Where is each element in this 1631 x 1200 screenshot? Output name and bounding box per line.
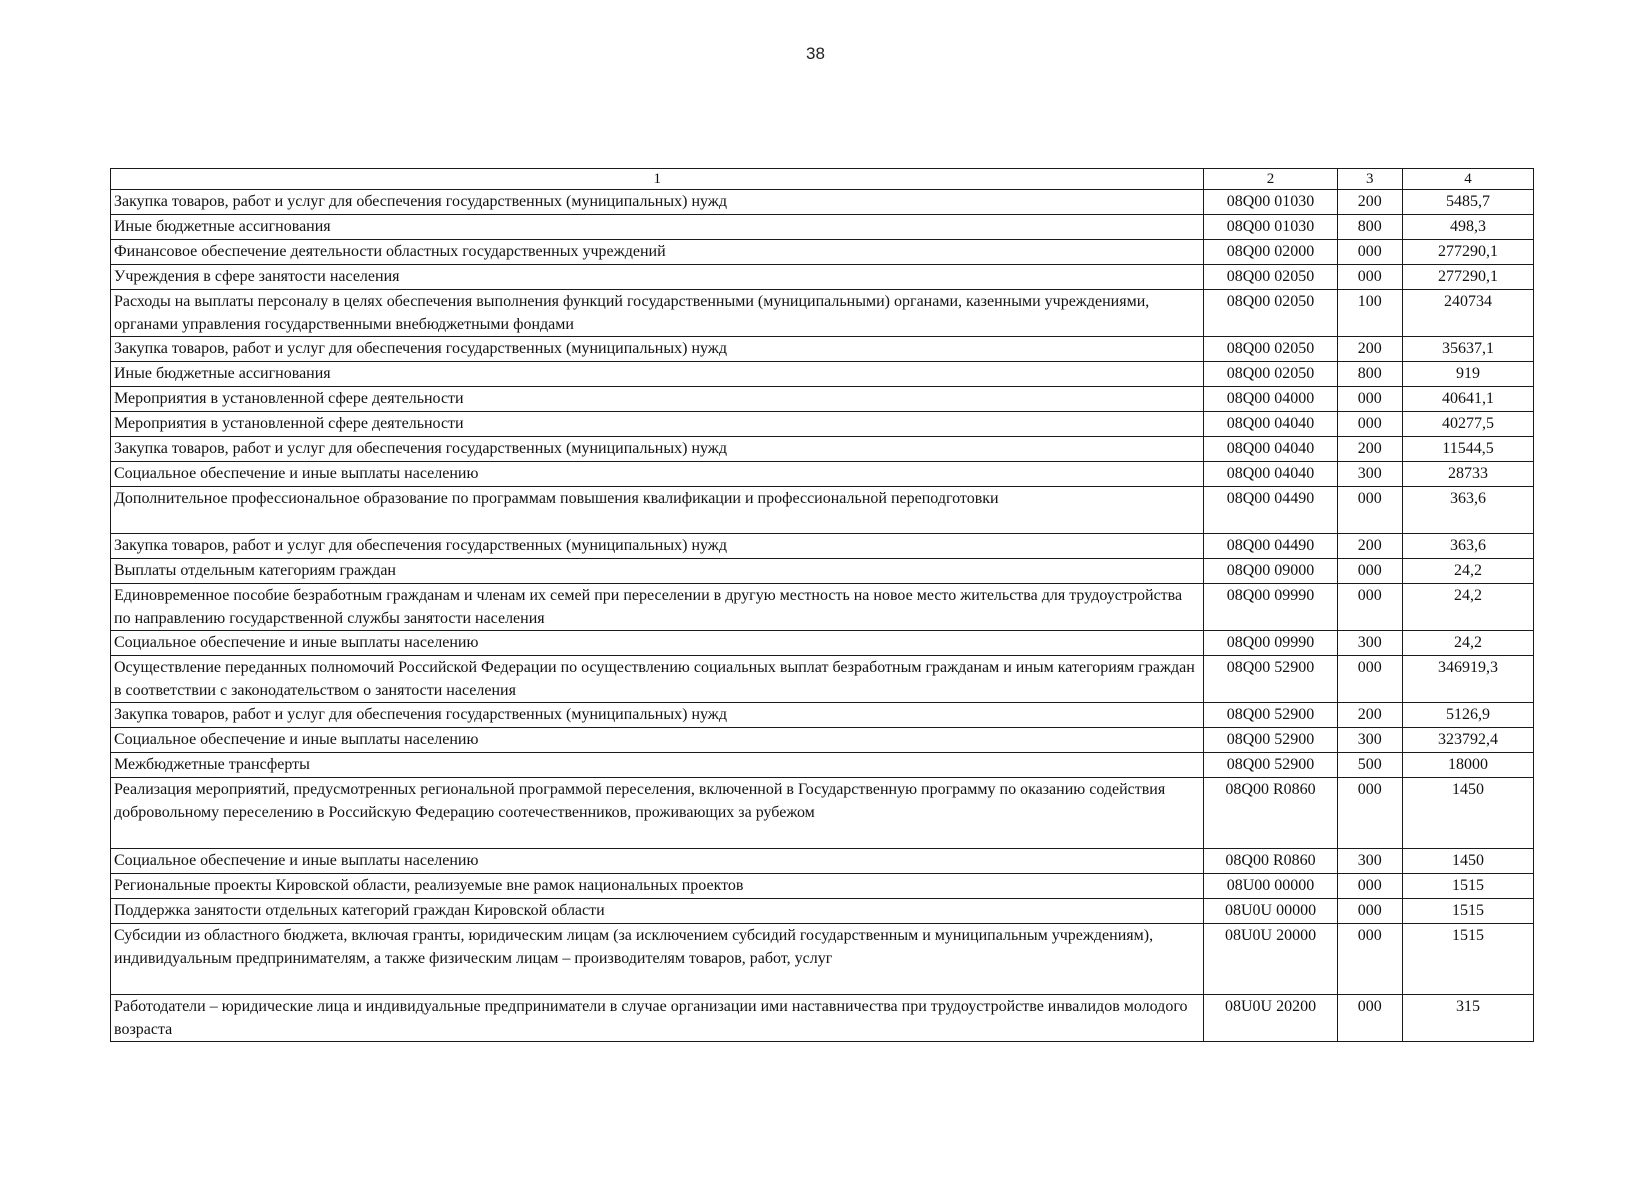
table-row [111,995,1534,1042]
row-name-cell: Социальное обеспечение и иные выплаты населению [111,849,1204,874]
row-code-cell: 08Q00 04490 [1204,487,1337,534]
table-row [111,265,1534,290]
table-row [111,215,1534,240]
table-row [111,337,1534,362]
table-row [111,290,1534,337]
row-amount-cell: 11544,5 [1403,437,1534,462]
row-amount-cell: 277290,1 [1403,265,1534,290]
row-name-cell: Закупка товаров, работ и услуг для обеспечения государственных (муниципальных) нужд [111,337,1204,362]
row-name-cell: Мероприятия в установленной сфере деятельности [111,412,1204,437]
row-code-cell: 08Q00 01030 [1204,190,1337,215]
row-type-cell: 000 [1337,778,1402,849]
row-name-cell: Поддержка занятости отдельных категорий граждан Кировской области [111,899,1204,924]
row-name-cell: Иные бюджетные ассигнования [111,362,1204,387]
row-code-cell: 08Q00 02050 [1204,265,1337,290]
row-code-cell: 08Q00 02050 [1204,337,1337,362]
row-amount-cell: 24,2 [1403,584,1534,631]
row-type-cell: 000 [1337,412,1402,437]
row-name-cell: Закупка товаров, работ и услуг для обеспечения государственных (муниципальных) нужд [111,190,1204,215]
row-type-cell: 000 [1337,899,1402,924]
row-code-cell: 08Q00 09990 [1204,584,1337,631]
row-type-cell: 000 [1337,265,1402,290]
row-amount-cell: 1515 [1403,899,1534,924]
table-row [111,437,1534,462]
row-name-cell: Дополнительное профессиональное образование по программам повышения квалификации и профессиональной переподготовки [111,487,1204,534]
row-code-cell: 08U0U 00000 [1204,899,1337,924]
row-amount-cell: 1450 [1403,849,1534,874]
row-name-cell: Региональные проекты Кировской области, реализуемые вне рамок национальных проектов [111,874,1204,899]
table-row [111,462,1534,487]
row-code-cell: 08Q00 02000 [1204,240,1337,265]
row-type-cell: 000 [1337,995,1402,1042]
row-code-cell: 08Q00 02050 [1204,362,1337,387]
row-code-cell: 08Q00 04040 [1204,412,1337,437]
row-amount-cell: 24,2 [1403,559,1534,584]
row-type-cell: 200 [1337,534,1402,559]
row-name-cell: Субсидии из областного бюджета, включая гранты, юридическим лицам (за исключением субсидий государственным и муниципальным учреждениям), индивидуальным предпринимателям, а также физическим лицам – производителям товаров, работ, услуг [111,924,1204,995]
row-code-cell: 08Q00 R0860 [1204,778,1337,849]
row-name-cell: Закупка товаров, работ и услуг для обеспечения государственных (муниципальных) нужд [111,437,1204,462]
row-code-cell: 08Q00 52900 [1204,728,1337,753]
row-code-cell: 08Q00 09990 [1204,631,1337,656]
row-code-cell: 08Q00 04000 [1204,387,1337,412]
row-code-cell: 08Q00 52900 [1204,753,1337,778]
row-type-cell: 500 [1337,753,1402,778]
row-type-cell: 200 [1337,337,1402,362]
row-code-cell: 08Q00 01030 [1204,215,1337,240]
table-row [111,656,1534,703]
row-type-cell: 800 [1337,362,1402,387]
column-header-2: 2 [1204,169,1337,190]
row-type-cell: 200 [1337,703,1402,728]
column-header-4: 4 [1403,169,1534,190]
table-row [111,703,1534,728]
row-amount-cell: 35637,1 [1403,337,1534,362]
column-header-1: 1 [111,169,1204,190]
row-name-cell: Единовременное пособие безработным гражданам и членам их семей при переселении в другую местность на новое место жительства для трудоустройства по направлению государственной службы занятости населения [111,584,1204,631]
row-type-cell: 000 [1337,487,1402,534]
row-name-cell: Работодатели – юридические лица и индивидуальные предприниматели в случае организации ими наставничества при трудоустройстве инвалидов молодого возраста [111,995,1204,1042]
table-row [111,190,1534,215]
row-type-cell: 300 [1337,728,1402,753]
row-amount-cell: 1515 [1403,874,1534,899]
row-amount-cell: 363,6 [1403,534,1534,559]
row-type-cell: 800 [1337,215,1402,240]
row-code-cell: 08Q00 04040 [1204,462,1337,487]
row-type-cell: 300 [1337,631,1402,656]
table-row [111,753,1534,778]
row-code-cell: 08Q00 52900 [1204,703,1337,728]
row-amount-cell: 5126,9 [1403,703,1534,728]
row-amount-cell: 315 [1403,995,1534,1042]
row-code-cell: 08Q00 09000 [1204,559,1337,584]
row-type-cell: 000 [1337,874,1402,899]
row-name-cell: Иные бюджетные ассигнования [111,215,1204,240]
row-type-cell: 000 [1337,240,1402,265]
table-row [111,559,1534,584]
table-row [111,899,1534,924]
row-amount-cell: 28733 [1403,462,1534,487]
row-name-cell: Учреждения в сфере занятости населения [111,265,1204,290]
row-type-cell: 000 [1337,924,1402,995]
row-code-cell: 08U0U 20200 [1204,995,1337,1042]
table-row [111,849,1534,874]
row-amount-cell: 18000 [1403,753,1534,778]
row-name-cell: Реализация мероприятий, предусмотренных региональной программой переселения, включенной в Государственную программу по оказанию содействия добровольному переселению в Российскую Федерацию соотечественников, проживающих за рубежом [111,778,1204,849]
table-row [111,240,1534,265]
row-code-cell: 08Q00 04490 [1204,534,1337,559]
row-name-cell: Закупка товаров, работ и услуг для обеспечения государственных (муниципальных) нужд [111,703,1204,728]
table-row [111,874,1534,899]
row-name-cell: Социальное обеспечение и иные выплаты населению [111,728,1204,753]
row-amount-cell: 277290,1 [1403,240,1534,265]
row-amount-cell: 40277,5 [1403,412,1534,437]
row-code-cell: 08Q00 04040 [1204,437,1337,462]
table-row [111,487,1534,534]
row-name-cell: Закупка товаров, работ и услуг для обеспечения государственных (муниципальных) нужд [111,534,1204,559]
row-name-cell: Социальное обеспечение и иные выплаты населению [111,631,1204,656]
row-amount-cell: 1515 [1403,924,1534,995]
row-name-cell: Социальное обеспечение и иные выплаты населению [111,462,1204,487]
row-type-cell: 300 [1337,849,1402,874]
budget-table [110,168,1534,1042]
table-body [111,169,1534,1042]
table-row [111,631,1534,656]
row-amount-cell: 323792,4 [1403,728,1534,753]
row-amount-cell: 40641,1 [1403,387,1534,412]
row-name-cell: Межбюджетные трансферты [111,753,1204,778]
table-row [111,387,1534,412]
row-amount-cell: 240734 [1403,290,1534,337]
row-code-cell: 08Q00 02050 [1204,290,1337,337]
table-row [111,584,1534,631]
row-type-cell: 000 [1337,656,1402,703]
row-amount-cell: 919 [1403,362,1534,387]
table-row [111,362,1534,387]
row-type-cell: 300 [1337,462,1402,487]
row-name-cell: Осуществление переданных полномочий Российской Федерации по осуществлению социальных выплат безработным гражданам и иным категориям граждан в соответствии с законодательством о занятости населения [111,656,1204,703]
row-name-cell: Мероприятия в установленной сфере деятельности [111,387,1204,412]
row-type-cell: 000 [1337,387,1402,412]
row-name-cell: Расходы на выплаты персоналу в целях обеспечения выполнения функций государственными (муниципальными) органами, казенными учреждениями, органами управления государственными внебюджетными фондами [111,290,1204,337]
row-type-cell: 000 [1337,584,1402,631]
page-number: 38 [806,44,825,63]
row-name-cell: Выплаты отдельным категориям граждан [111,559,1204,584]
row-code-cell: 08Q00 52900 [1204,656,1337,703]
table-header-row [111,169,1534,190]
row-code-cell: 08U00 00000 [1204,874,1337,899]
row-amount-cell: 346919,3 [1403,656,1534,703]
row-amount-cell: 1450 [1403,778,1534,849]
row-code-cell: 08Q00 R0860 [1204,849,1337,874]
row-amount-cell: 5485,7 [1403,190,1534,215]
table-row [111,534,1534,559]
row-type-cell: 100 [1337,290,1402,337]
table-row [111,412,1534,437]
row-amount-cell: 363,6 [1403,487,1534,534]
row-type-cell: 200 [1337,190,1402,215]
table-row [111,778,1534,849]
row-type-cell: 200 [1337,437,1402,462]
row-code-cell: 08U0U 20000 [1204,924,1337,995]
row-name-cell: Финансовое обеспечение деятельности областных государственных учреждений [111,240,1204,265]
row-type-cell: 000 [1337,559,1402,584]
table-row [111,924,1534,995]
column-header-3: 3 [1337,169,1402,190]
row-amount-cell: 24,2 [1403,631,1534,656]
table-row [111,728,1534,753]
row-amount-cell: 498,3 [1403,215,1534,240]
